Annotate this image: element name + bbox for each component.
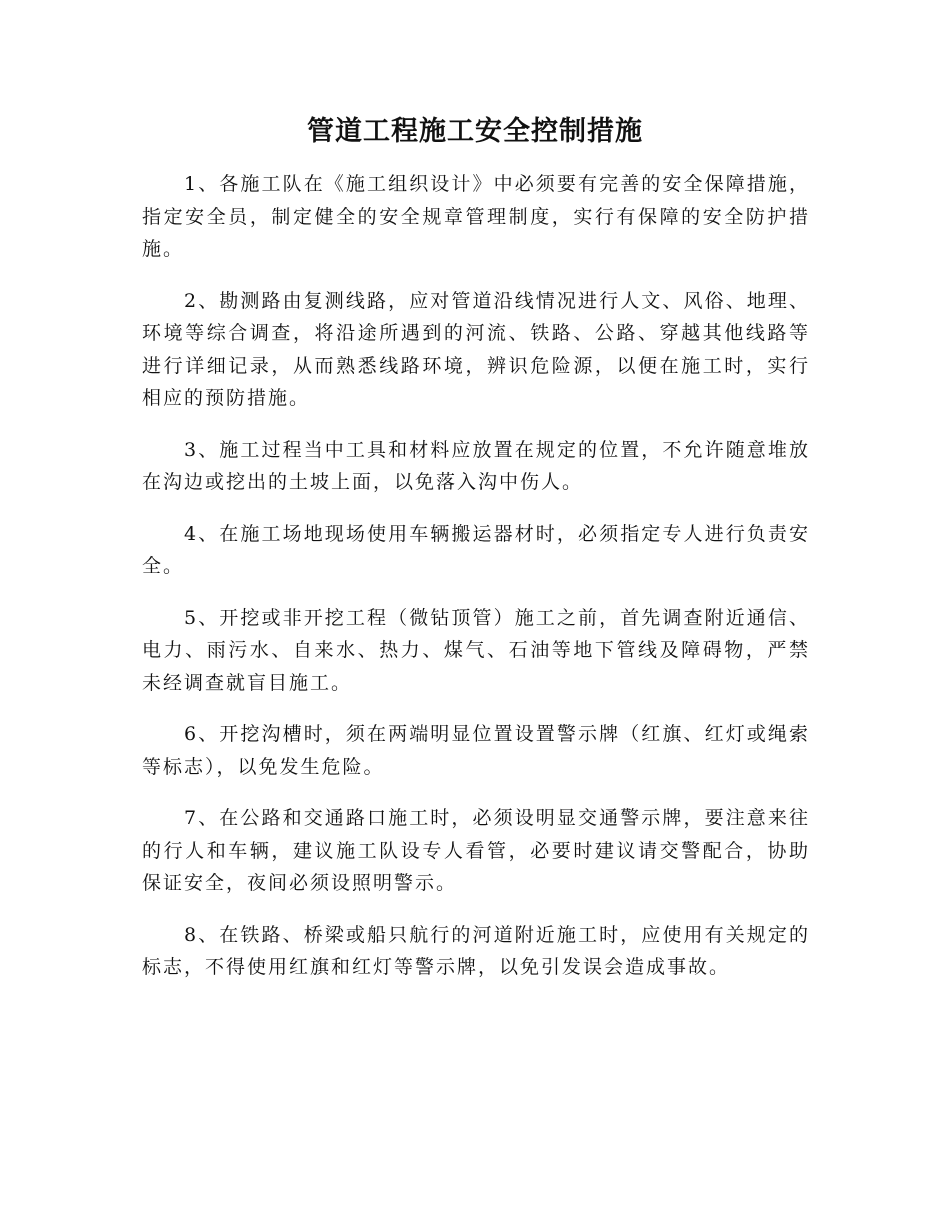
paragraph-2: 2、勘测路由复测线路，应对管道沿线情况进行人文、风俗、地理、环境等综合调查，将沿途所遇到的河流、铁路、公路、穿越其他线路等进行详细记录，从而熟悉线路环境，辨识危险源，以便在施工时，实行相应的预防措施。 bbox=[142, 289, 810, 409]
document-body bbox=[142, 168, 810, 1003]
paragraph-8: 8、在铁路、桥梁或船只航行的河道附近施工时，应使用有关规定的标志，不得使用红旗和红灯等警示牌，以免引发误会造成事故。 bbox=[142, 923, 810, 978]
paragraph-1: 1、各施工队在《施工组织设计》中必须要有完善的安全保障措施，指定安全员，制定健全的安全规章管理制度，实行有保障的安全防护措施。 bbox=[142, 173, 810, 260]
paragraph-3: 3、施工过程当中工具和材料应放置在规定的位置，不允许随意堆放在沟边或挖出的土坡上面，以免落入沟中伤人。 bbox=[142, 438, 810, 493]
paragraph-7: 7、在公路和交通路口施工时，必须设明显交通警示牌，要注意来往的行人和车辆，建议施工队设专人看管，必要时建议请交警配合，协助保证安全，夜间必须设照明警示。 bbox=[142, 807, 810, 894]
paragraph-4: 4、在施工场地现场使用车辆搬运器材时，必须指定专人进行负责安全。 bbox=[142, 522, 810, 577]
paragraph-6: 6、开挖沟槽时，须在两端明显位置设置警示牌（红旗、红灯或绳索等标志），以免发生危险。 bbox=[142, 723, 810, 778]
paragraph-5: 5、开挖或非开挖工程（微钻顶管）施工之前，首先调查附近通信、电力、雨污水、自来水、热力、煤气、石油等地下管线及障碍物，严禁未经调查就盲目施工。 bbox=[142, 606, 810, 694]
page-title: 管道工程施工安全控制措施 bbox=[307, 116, 643, 147]
